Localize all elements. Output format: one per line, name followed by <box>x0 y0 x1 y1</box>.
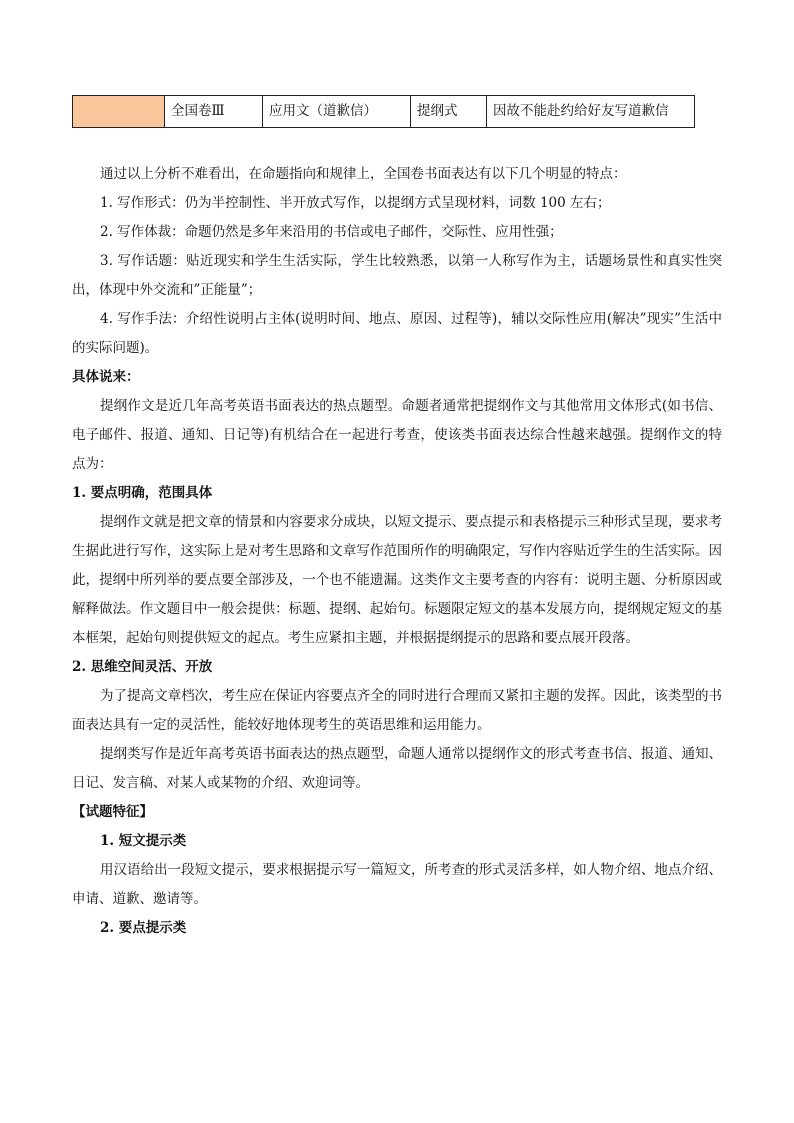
table-cell-topic: 因故不能赴约给好友写道歉信 <box>487 96 695 128</box>
point-2: 2. 写作体裁：命题仍然是多年来沿用的书信或电子邮件，交际性、应用性强； <box>100 224 563 240</box>
table-cell-format: 提纲式 <box>411 96 487 128</box>
section-2-body-1: 为了提高文章档次，考生应在保证内容要点齐全的同时进行合理而又紧扣主题的发挥。因此，该类型的书面表达具有一定的灵活性，能较好地体现考生的英语思维和运用能力。 <box>72 688 722 733</box>
paragraph-specific: 提纲作文是近几年高考英语书面表达的热点题型。命题者通常把提纲作文与其他常用文体形式(如书信、电子邮件、报道、通知、日记等)有机结合在一起进行考查，使该类书面表达综合性越来越强。提纲作文的特点为： <box>72 398 722 472</box>
subsection-1-title: 1. 短文提示类 <box>100 833 187 849</box>
intro-paragraph: 通过以上分析不难看出，在命题指向和规律上，全国卷书面表达有以下几个明显的特点： <box>100 166 627 182</box>
table-cell-genre: 应用文（道歉信） <box>263 96 411 128</box>
section-2-title: 2. 思维空间灵活、开放 <box>72 659 213 675</box>
feature-heading: 【试题特征】 <box>72 804 153 820</box>
subsection-1-body: 用汉语给出一段短文提示，要求根据提示写一篇短文，所考查的形式灵活多样，如人物介绍、地点介绍、申请、道歉、邀请等。 <box>72 862 722 907</box>
document-body <box>72 160 722 943</box>
point-3: 3. 写作话题：贴近现实和学生生活实际，学生比较熟悉，以第一人称写作为主，话题场景性和真实性突出，体现中外交流和”正能量”； <box>72 253 722 298</box>
heading-specific: 具体说来： <box>72 369 140 385</box>
point-1: 1. 写作形式：仍为半控制性、半开放式写作，以提纲方式呈现材料，词数 100 左右； <box>100 195 611 211</box>
table-cell-exam: 全国卷Ⅲ <box>165 96 263 128</box>
table-row <box>73 96 695 128</box>
point-4: 4. 写作手法：介绍性说明占主体(说明时间、地点、原因、过程等)，辅以交际性应用(解决”现实”生活中的实际问题)。 <box>72 311 722 356</box>
summary-table <box>72 95 695 128</box>
table-cell-shaded <box>73 96 165 128</box>
section-1-title: 1. 要点明确，范围具体 <box>72 485 213 501</box>
subsection-2-title: 2. 要点提示类 <box>100 920 187 936</box>
section-1-body: 提纲作文就是把文章的情景和内容要求分成块，以短文提示、要点提示和表格提示三种形式呈现，要求考生据此进行写作，这实际上是对考生思路和文章写作范围所作的明确限定，写作内容贴近学生的生活实际。因此，提纲中所列举的要点要全部涉及，一个也不能遗漏。这类作文主要考查的内容有：说明主题、分析原因或解释做法。作文题目中一般会提供：标题、提纲、起始句。标题限定短文的基本发展方向，提纲规定短文的基本框架，起始句则提供短文的起点。考生应紧扣主题，并根据提纲提示的思路和要点展开段落。 <box>72 514 722 646</box>
section-2-body-2: 提纲类写作是近年高考英语书面表达的热点题型，命题人通常以提纲作文的形式考查书信、报道、通知、日记、发言稿、对某人或某物的介绍、欢迎词等。 <box>72 746 722 791</box>
